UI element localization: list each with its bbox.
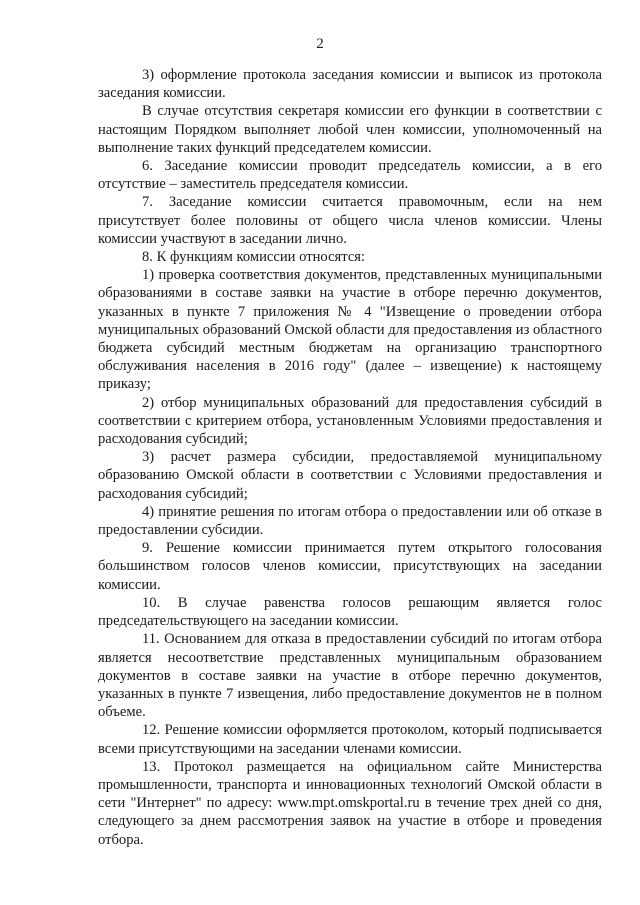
paragraph-9-voting: 9. Решение комиссии принимается путем открытого голосования большинством голосов членов комиссии, присутствующих на заседании комиссии. [98, 540, 602, 593]
paragraph-8-2-selection: 2) отбор муниципальных образований для предоставления субсидий в соответствии с критерием отбора, установленным Условиями предоставления и расходования субсидий; [98, 394, 602, 448]
paragraph-6-chair: 6. Заседание комиссии проводит председатель комиссии, а в его отсутствие – заместитель председателя комиссии. [98, 158, 602, 193]
paragraph-7-quorum: 7. Заседание комиссии считается правомочным, если на нем присутствует более половины от общего числа членов комиссии. Члены комиссии участвуют в заседании лично. [98, 194, 602, 247]
document-body [98, 66, 602, 849]
paragraph-12-minutes: 12. Решение комиссии оформляется протоколом, который подписывается всеми присутствующими на заседании членами комиссии. [98, 722, 602, 757]
paragraph-8-4-decision: 4) принятие решения по итогам отбора о предоставлении или об отказе в предоставлении субсидии. [98, 503, 602, 539]
paragraph-13-publication: 13. Протокол размещается на официальном сайте Министерства промышленности, транспорта и инновационных технологий Омской области в сети "Интернет" по адресу: www.mpt.omskportal.ru в течение трех дней со дня, следующего за днем рассмотрения заявок на участие в отборе и проведения отбора. [98, 758, 602, 848]
page-number: 2 [316, 36, 324, 52]
paragraph-8-1-document-check: 1) проверка соответствия документов, представленных муниципальными образованиями в составе заявки на участие в отборе перечню документов, указанных в пункте 7 приложения № 4 "Извещение о проведении отбора муниципальных образований Омской области для предоставления из областного бюджета субсидий местным бюджетам на организацию транспортного обслуживания населения в 2016 году" (далее – извещение) к настоящему приказу; [98, 267, 602, 393]
paragraph-secretary-absence: В случае отсутствия секретаря комиссии его функции в соответствии с настоящим Порядком выполняет любой член комиссии, уполномоченный на выполнение таких функций председателем комиссии. [98, 103, 602, 156]
paragraph-11-refusal: 11. Основанием для отказа в предоставлении субсидий по итогам отбора является несоответствие представленных муниципальным образованием документов в составе заявки на участие в отборе перечню документов, указанных в пункте 7 извещения, либо предоставление документов не в полном объеме. [98, 631, 602, 721]
paragraph-8-3-calculation: 3) расчет размера субсидии, предоставляемой муниципальному образованию Омской области в соответствии с Условиями предоставления и расходования субсидий; [98, 449, 602, 502]
paragraph-10-tie: 10. В случае равенства голосов решающим является голос председательствующего на заседании комиссии. [98, 594, 602, 630]
paragraph-8-functions: 8. К функциям комиссии относятся: [142, 249, 366, 266]
paragraph-item-3-protocol: 3) оформление протокола заседания комиссии и выписок из протокола заседания комиссии. [98, 67, 602, 102]
